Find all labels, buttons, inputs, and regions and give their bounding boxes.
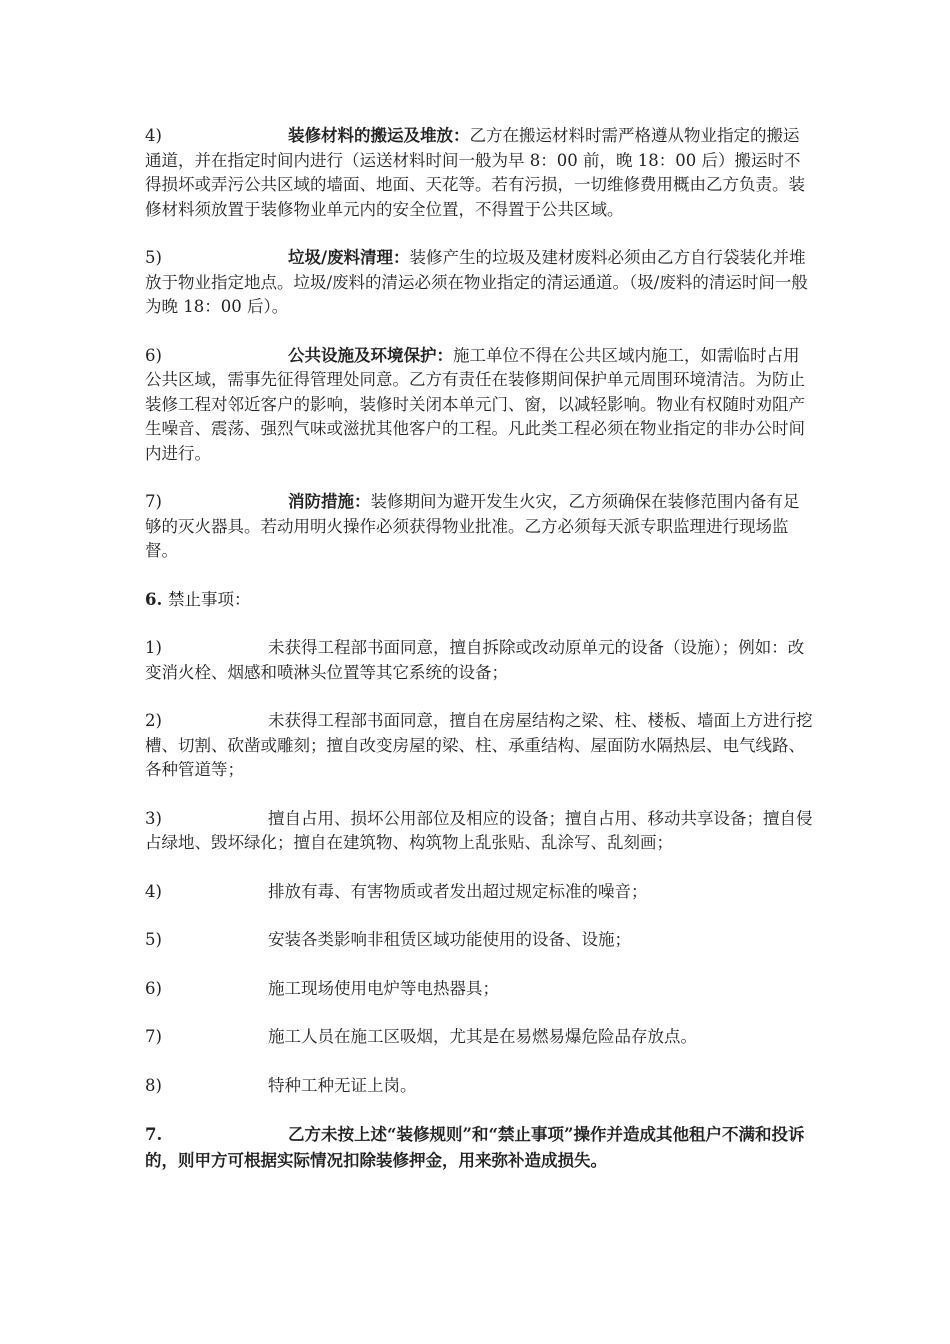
rule-title: 公共设施及环境保护： bbox=[288, 345, 453, 365]
item-text: 特种工种无证上岗。 bbox=[268, 1075, 417, 1095]
rule-number: 5) bbox=[145, 248, 162, 267]
prohibition-1 bbox=[145, 636, 815, 685]
item-text: 排放有毒、有害物质或者发出超过规定标准的噪音； bbox=[268, 881, 648, 901]
rule-4 bbox=[145, 124, 815, 222]
prohibition-6 bbox=[145, 977, 815, 1002]
prohibition-8 bbox=[145, 1074, 815, 1099]
prohibition-7 bbox=[145, 1025, 815, 1050]
rule-body: 乙方在搬运材料时需严格遵从物业指定的搬运通道，并在指定时间内进行（运送材料时间一般为早 8：00 前，晚 18：00 后）搬运时不得损坏或弄污公共区域的墙面、地面、天花等。若有污损，一切维修费用概由乙方负责。装修材料须放置于装修物业单元内的安全位置，不得置于公共区域。 bbox=[145, 126, 805, 219]
rule-title: 装修材料的搬运及堆放： bbox=[288, 126, 470, 145]
item-number: 1) bbox=[145, 638, 162, 657]
rule-number: 7) bbox=[145, 492, 162, 511]
rule-number: 6) bbox=[145, 345, 162, 365]
item-number: 7) bbox=[145, 1027, 162, 1046]
prohibition-5 bbox=[145, 928, 815, 953]
rule-5 bbox=[145, 246, 815, 320]
rule-title: 消防措施： bbox=[288, 492, 371, 511]
item-text: 未获得工程部书面同意，擅自在房屋结构之梁、柱、楼板、墙面上方进行挖槽、切割、砍凿或雕刻；擅自改变房屋的梁、柱、承重结构、屋面防水隔热层、电气线路、各种管道等； bbox=[145, 711, 813, 779]
rule-6 bbox=[145, 344, 815, 467]
section-7 bbox=[145, 1122, 815, 1174]
section-6-heading bbox=[145, 588, 815, 613]
item-text: 施工现场使用电炉等电热器具； bbox=[268, 978, 499, 998]
item-number: 4) bbox=[145, 881, 162, 901]
item-number: 6) bbox=[145, 978, 162, 998]
prohibition-3 bbox=[145, 807, 815, 856]
rule-body: 施工单位不得在公共区域内施工，如需临时占用公共区域，需事先征得管理处同意。乙方有责任在装修期间保护单元周围环境清洁。为防止装修工程对邻近客户的影响，装修时关闭本单元门、窗，以减轻影响。物业有权随时劝阻产生噪音、震荡、强烈气味或滋扰其他客户的工程。凡此类工程必须在物业指定的非办公时间内进行。 bbox=[145, 345, 805, 463]
rule-title: 垃圾/废料清理： bbox=[288, 248, 410, 267]
section-number: 6. bbox=[145, 589, 163, 609]
item-text: 施工人员在施工区吸烟，尤其是在易燃易爆危险品存放点。 bbox=[268, 1027, 697, 1046]
item-text: 安装各类影响非租赁区域功能使用的设备、设施； bbox=[268, 930, 631, 949]
rule-body: 装修产生的垃圾及建材废料必须由乙方自行袋装化并堆放于物业指定地点。垃圾/废料的清运必须在物业指定的清运通道。（圾/废料的清运时间一般为晚 18：00 后）。 bbox=[145, 248, 808, 316]
section-number: 7. bbox=[145, 1125, 163, 1144]
item-text: 未获得工程部书面同意，擅自拆除或改动原单元的设备（设施）；例如：改变消火栓、烟感和喷淋头位置等其它系统的设备； bbox=[145, 638, 805, 682]
section-text: 乙方未按上述“装修规则”和“禁止事项”操作并造成其他租户不满和投诉的，则甲方可根据实际情况扣除装修押金，用来弥补造成损失。 bbox=[145, 1125, 805, 1170]
prohibition-2 bbox=[145, 709, 815, 783]
rule-7 bbox=[145, 490, 815, 564]
item-text: 擅自占用、损坏公用部位及相应的设备；擅自占用、移动共享设备；擅自侵占绿地、毁坏绿化；擅自在建筑物、构筑物上乱张贴、乱涂写、乱刻画； bbox=[145, 808, 813, 852]
document-page bbox=[145, 124, 815, 1174]
item-number: 8) bbox=[145, 1075, 162, 1095]
item-number: 2) bbox=[145, 711, 162, 730]
item-number: 3) bbox=[145, 808, 162, 828]
item-number: 5) bbox=[145, 930, 162, 949]
prohibition-4 bbox=[145, 880, 815, 905]
rule-body: 装修期间为避开发生火灾，乙方须确保在装修范围内备有足够的灭火器具。若动用明火操作必须获得物业批准。乙方必须每天派专职监理进行现场监督。 bbox=[145, 492, 800, 560]
rule-number: 4) bbox=[145, 126, 162, 145]
section-title: 禁止事项： bbox=[167, 589, 251, 609]
